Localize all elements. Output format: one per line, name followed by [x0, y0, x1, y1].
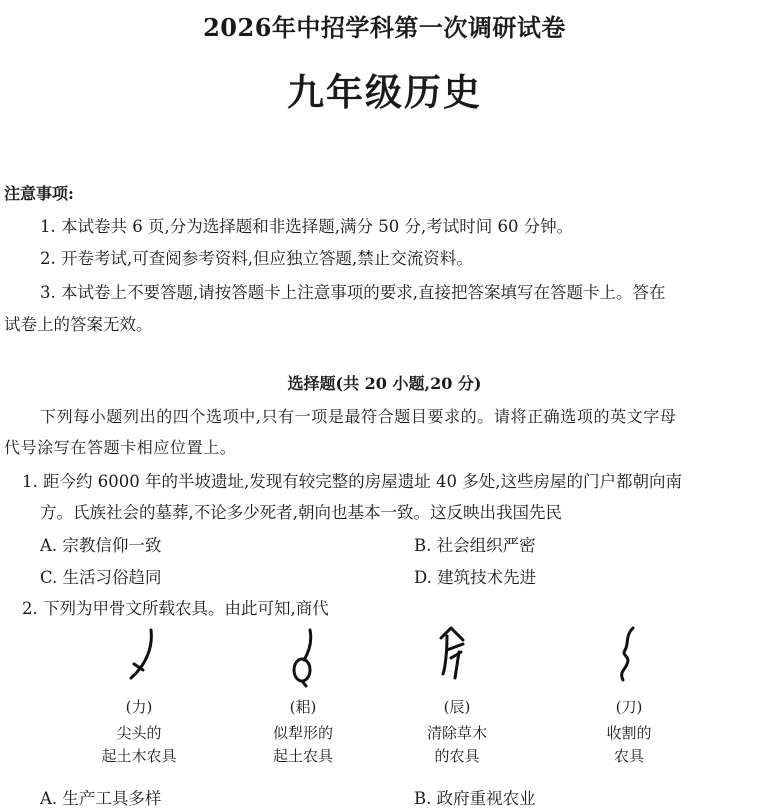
- q1-stem-line1: 1. 距今约 6000 年的半坡遗址,发现有较完整的房屋遗址 40 多处,这些房屋的门户都朝向南: [22, 472, 682, 491]
- figure-desc: 农具: [613, 747, 644, 765]
- figure-name: (耜): [289, 698, 317, 716]
- figure-desc: 收割的: [606, 724, 652, 742]
- notice-item-2: 2. 开卷考试,可查阅参考资料,但应独立答题,禁止交流资料。: [40, 249, 473, 268]
- q2-option-a: A. 生产工具多样: [40, 789, 162, 808]
- figure-desc: 清除草木: [426, 724, 487, 742]
- section-instruction-line2: 代号涂写在答题卡相应位置上。: [4, 438, 237, 457]
- figure-desc: 尖头的: [116, 724, 162, 742]
- notice-item-3-line1: 3. 本试卷上不要答题,请按答题卡上注意事项的要求,直接把答案填写在答题卡上。答在: [40, 283, 666, 302]
- figure-caption-si: [238, 696, 368, 768]
- figure-desc: 起土农具: [272, 747, 333, 765]
- figure-desc: 的农具: [434, 747, 480, 765]
- figure-desc: 起土木农具: [101, 747, 177, 765]
- q1-option-b: B. 社会组织严密: [414, 536, 536, 555]
- exam-title: 2026年中招学科第一次调研试卷: [203, 13, 566, 42]
- section-instruction-line1: 下列每小题列出的四个选项中,只有一项是最符合题目要求的。请将正确选项的英文字母: [40, 407, 677, 426]
- notice-item-1: 1. 本试卷共 6 页,分为选择题和非选择题,满分 50 分,考试时间 60 分钟。: [40, 217, 574, 236]
- figure-desc: 似犁形的: [272, 724, 333, 742]
- q2-option-b: B. 政府重视农业: [414, 789, 536, 808]
- figure-name: (力): [125, 698, 153, 716]
- subject-title: 九年级历史: [287, 70, 482, 114]
- figure-name: (辰): [443, 698, 471, 716]
- oracle-dao-icon: [605, 624, 655, 686]
- figure-name: (刀): [615, 698, 643, 716]
- figure-caption-dao: [564, 696, 694, 768]
- q2-stem-line1: 2. 下列为甲骨文所载农具。由此可知,商代: [22, 599, 329, 618]
- figure-caption-chen: [392, 696, 522, 768]
- oracle-li-icon: [113, 624, 163, 686]
- q1-option-d: D. 建筑技术先进: [414, 568, 537, 587]
- notice-heading: 注意事项:: [4, 184, 74, 203]
- q1-stem-line2: 方。氏族社会的墓葬,不论多少死者,朝向也基本一致。这反映出我国先民: [40, 503, 562, 522]
- q1-option-a: A. 宗教信仰一致: [40, 536, 162, 555]
- notice-item-3-line2: 试卷上的答案无效。: [4, 315, 153, 334]
- figure-caption-li: [74, 696, 204, 768]
- q1-option-c: C. 生活习俗趋同: [40, 568, 162, 587]
- section-title: 选择题(共 20 小题,20 分): [287, 374, 482, 393]
- oracle-si-icon: [280, 626, 330, 688]
- oracle-chen-icon: [433, 624, 483, 686]
